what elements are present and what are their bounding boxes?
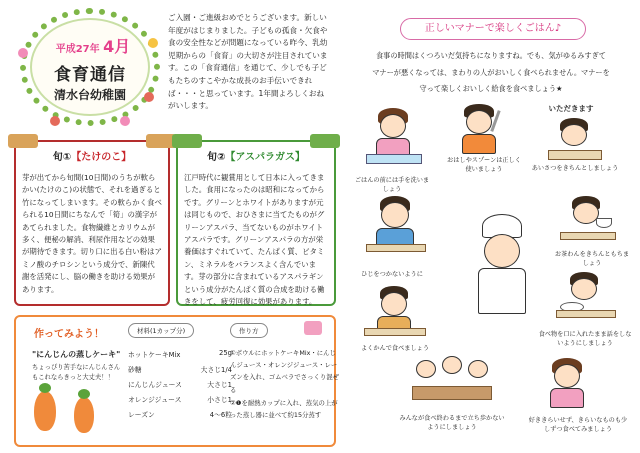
- ingredient-row: ホットケーキMix 25g: [128, 349, 232, 359]
- title-wreath: [20, 8, 160, 126]
- asparagus-body: 江戸時代に観賞用として日本に入ってきました。食用になったのは昭和になってからです。グリーンとホワイトがありますが元は同じもので、おひさまに当てたものがグリーンアスパラ、当てないものがホワイトアスパラです。グリーンアスパラの方が栄養価はすぐれていて、たんぱく質、ビタミン、ミネラルをバランスよく含んでいます。芽の部分に含まれているアスパラギンという成分がたんぱく質の合成を助ける働きをして、疲労回復に効果があります。: [184, 173, 325, 307]
- hand-washing-illustration: [360, 108, 430, 178]
- recipe-name: "にんじんの蒸しケーキ": [32, 350, 121, 359]
- asparagus-icon: [310, 134, 340, 148]
- rice-bowl-icon: [596, 218, 612, 228]
- tea-bowl-illustration: [560, 196, 616, 246]
- caption-together: みんなが食べ終わるまで立ち歩かないようにしましょう: [399, 415, 505, 431]
- ingredients-label: 材料(1カップ分): [128, 323, 194, 338]
- talking-illustration: [556, 272, 616, 322]
- cake-icon: [304, 321, 322, 335]
- eating-together-illustration: [412, 356, 492, 410]
- recipe-step: ①ボウルにホットケーキMix・にんじんジュース・オレンジジュース・レーズンを入れ、ゴムベラでさっくり混ぜる: [230, 349, 340, 394]
- bamboo-shoot-icon: [8, 134, 38, 148]
- takenoko-section: [14, 140, 170, 306]
- issue-date: [38, 34, 148, 57]
- takenoko-body: 芽が出てから旬間(10日間)のうちが軟らかい(たけのこ)の状態で、それを過ぎると竹になってしまいます。その軟らかく食べられる10日間にちなんで「筍」の漢字があてられました。食物繊維とカリウムが多く、便秘の解消、利尿作用などの効果が期待できます。切り口に出る白い粉はアミノ酸のチロシンという成分で、新陳代謝を活発にし、脳の働きを助ける効果があります。: [22, 173, 162, 294]
- asparagus-icon: [172, 134, 202, 148]
- school-name: 清水台幼稚園: [53, 88, 126, 102]
- caption-mouth: 食べ物を口に入れたまま話をしないようにしましょう: [538, 331, 632, 347]
- month-label: 4月: [103, 37, 131, 56]
- ingredient-row: レーズン 4〜6粒: [128, 411, 232, 419]
- manners-intro: 食事の時間はくつろいだ気持ちになりますね。でも、気がゆるみすぎて マナーが悪くなっては、まわりの人がおいしく食べられません。マナーを 守って楽しくおいしく給食を食べましょう★: [372, 51, 610, 93]
- takenoko-heading: 旬①【たけのこ】: [52, 152, 132, 163]
- asparagus-section: [176, 140, 336, 306]
- chef-illustration: [464, 214, 544, 324]
- spoon-usage-illustration: [450, 104, 514, 160]
- ingredient-row: オレンジジュース 小さじ1: [128, 396, 232, 404]
- flower-icon: [18, 48, 28, 58]
- flower-icon: [120, 116, 130, 126]
- picky-eating-illustration: [540, 358, 596, 410]
- caption-picky: 好ききらいせず、きらいなものも少しずつ食べてみましょう: [528, 417, 628, 433]
- caption-elbow: ひじをつかないように: [361, 271, 423, 278]
- year-label: 平成27年: [55, 44, 100, 55]
- greeting-illustration: [548, 118, 602, 164]
- steps-label: 作り方: [230, 323, 268, 338]
- recipe-section: [14, 315, 340, 447]
- manners-title: 正しいマナーで楽しくごはん♪: [400, 18, 586, 40]
- flower-icon: [50, 116, 60, 126]
- recipe-step: ②❶を耐熱カップに入れ、蒸気の上がった蒸し器に並べて約15分蒸す: [230, 399, 338, 420]
- chewing-illustration: [364, 286, 426, 342]
- carrot-character-icon: [74, 397, 94, 433]
- ingredient-row: にんじんジュース 大さじ1: [128, 381, 232, 389]
- flower-icon: [148, 38, 158, 48]
- carrot-character-icon: [34, 391, 56, 431]
- ingredient-row: 砂糖 大さじ1/4: [128, 366, 232, 374]
- recipe-subtitle: ちょっぴり苦手なにんじんさんもこれならきっと大丈夫！！: [32, 364, 121, 381]
- caption-greet: あいさつをきちんとしましょう: [531, 165, 619, 172]
- asparagus-heading: 旬②【アスパラガス】: [206, 152, 306, 163]
- elbow-illustration: [366, 196, 426, 260]
- recipe-title: 作ってみよう！: [34, 329, 104, 340]
- newsletter-title: 食育通信: [54, 65, 126, 85]
- caption-spoon: おはしやスプーンは正しく使いましょう: [447, 157, 521, 173]
- caption-wash-hands: ごはんの前には手を洗いましょう: [354, 177, 430, 193]
- sink-icon: [366, 154, 422, 164]
- caption-tea: お茶わんをきちんともちましょう: [554, 251, 630, 267]
- caption-chew: よくかんで食べましょう: [360, 345, 430, 352]
- greeting-text: ご入園・ご進級おめでとうございます。新しい年度がはじまりました。子どもの孤食・欠食や食の安全性などが問題になっている昨今、乳幼児期からの「食育」の大切さが注目されています。この「食育通信」を通じて、少しでも子どもたちのすこやかな成長のお手伝いできれば・・・と思っています。1年間よろしくおねがいします。: [168, 13, 328, 111]
- itadakimasu-bubble: いただきます: [548, 104, 594, 113]
